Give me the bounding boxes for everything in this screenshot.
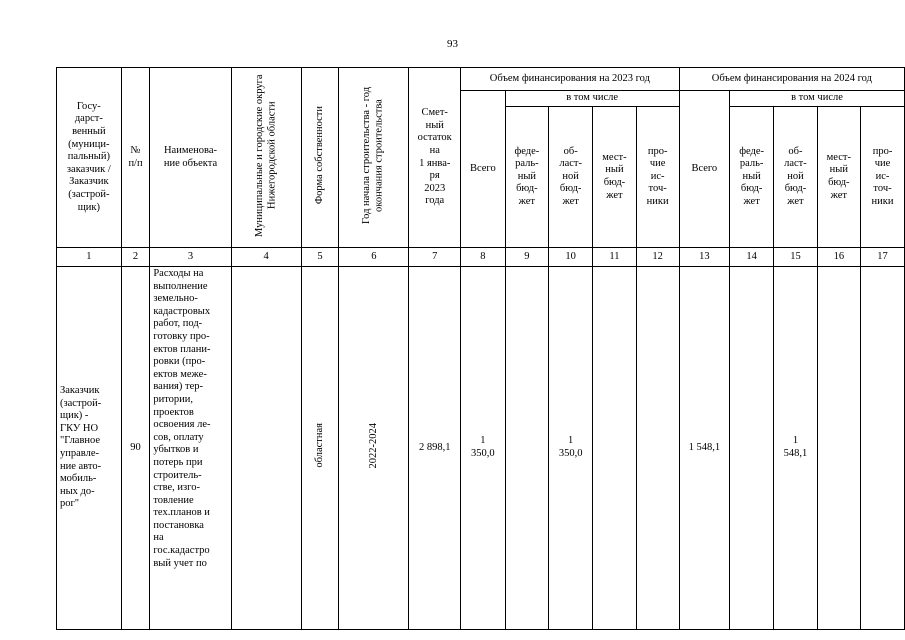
header-total-2023: Всего (461, 91, 506, 248)
header-federal-2023: феде- раль- ный бюд- жет (505, 107, 549, 248)
column-number: 16 (817, 248, 860, 267)
header-other-2024: про- чие ис- точ- ники (861, 107, 905, 248)
header-balance: Смет- ный остаток на 1 янва- ря 2023 года (409, 68, 461, 248)
header-including-2023: в том числе (505, 91, 679, 107)
row-local-2024 (817, 267, 860, 630)
header-local-2023: мест- ный бюд- жет (593, 107, 636, 248)
header-regional-2023: об- ласт- ной бюд- жет (549, 107, 593, 248)
column-number: 5 (301, 248, 339, 267)
column-number-row (57, 248, 905, 267)
column-number: 7 (409, 248, 461, 267)
row-regional-2024: 1 548,1 (774, 267, 817, 630)
column-number: 17 (861, 248, 905, 267)
row-number: 90 (121, 267, 150, 630)
page-number: 93 (447, 38, 458, 50)
row-balance: 2 898,1 (409, 267, 461, 630)
row-object-name: Расходы на выполнение земельно- кадастровых работ, под- готовку про- ектов плани- ровки (про- ектов меже- вания) тер- ритории, проектов освоения ле- сов, оплату убытков и потерь при строитель- стве, изго- товление тех.планов и постановка на гос.кадастро вый учет по (150, 267, 231, 630)
column-number: 6 (339, 248, 409, 267)
row-customer: Заказчик (застрой- щик) - ГКУ НО "Главное управле- ние авто- мобиль- ных до- рог" (57, 267, 122, 630)
column-number: 15 (774, 248, 817, 267)
investment-table (56, 67, 905, 630)
column-number: 8 (461, 248, 506, 267)
row-local-2023 (593, 267, 636, 630)
row-other-2023 (636, 267, 679, 630)
header-customer: Госу- дарст- венный (муници- пальный) заказчик / Заказчик (застрой- щик) (57, 68, 122, 248)
row-other-2024 (861, 267, 905, 630)
row-total-2024: 1 548,1 (679, 267, 729, 630)
column-number: 12 (636, 248, 679, 267)
header-ownership: Форма собственности (313, 106, 325, 205)
header-object-name: Наименова- ние объекта (150, 68, 231, 248)
header-funding-2024: Объем финансирования на 2024 год (679, 68, 904, 91)
column-number: 2 (121, 248, 150, 267)
row-federal-2024 (729, 267, 773, 630)
header-including-2024: в том числе (729, 91, 904, 107)
row-district (231, 267, 301, 630)
column-number: 4 (231, 248, 301, 267)
column-number: 10 (549, 248, 593, 267)
header-district: Муниципальные и городские округа Нижегородской области (253, 73, 278, 237)
header-years: Год начала строительства - год окончания строительства (361, 86, 385, 224)
row-total-2023: 1 350,0 (461, 267, 506, 630)
header-other-2023: про- чие ис- точ- ники (636, 107, 679, 248)
header-regional-2024: об- ласт- ной бюд- жет (774, 107, 817, 248)
row-federal-2023 (505, 267, 549, 630)
column-number: 9 (505, 248, 549, 267)
row-ownership: областная (313, 423, 325, 468)
column-number: 3 (150, 248, 231, 267)
column-number: 14 (729, 248, 773, 267)
column-number: 13 (679, 248, 729, 267)
row-regional-2023: 1 350,0 (549, 267, 593, 630)
row-years: 2022-2024 (367, 422, 379, 469)
table-row (57, 267, 905, 630)
header-funding-2023: Объем финансирования на 2023 год (461, 68, 680, 91)
header-local-2024: мест- ный бюд- жет (817, 107, 860, 248)
column-number: 1 (57, 248, 122, 267)
header-number: № п/п (121, 68, 150, 248)
header-federal-2024: феде- раль- ный бюд- жет (729, 107, 773, 248)
column-number: 11 (593, 248, 636, 267)
header-total-2024: Всего (679, 91, 729, 248)
